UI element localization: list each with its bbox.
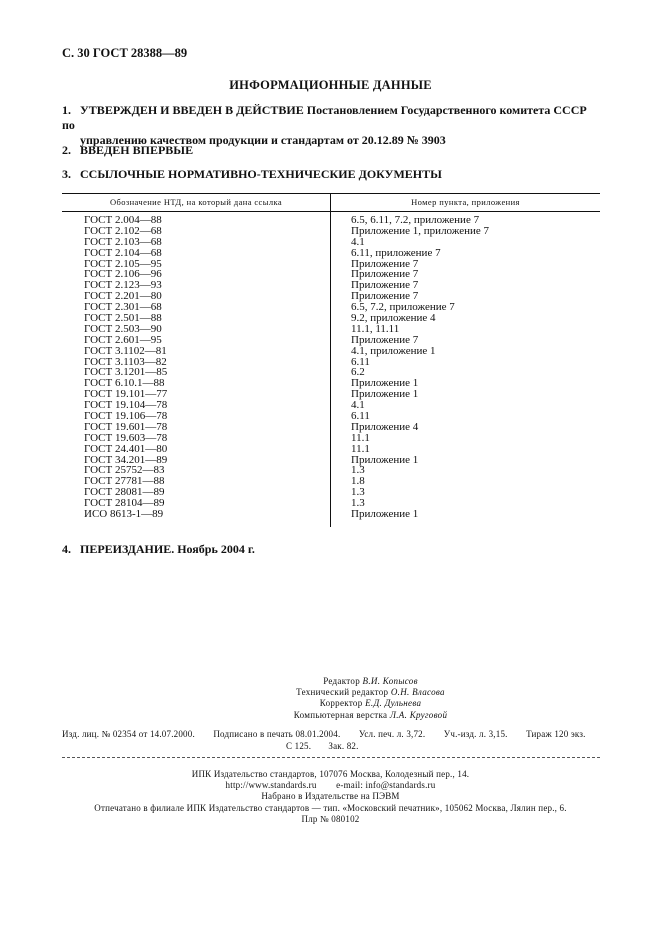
table-cell-clause: 11.1 [351,431,370,444]
table-cell-clause: Приложение 7 [351,268,419,281]
table-cell-clause: 1.8 [351,475,365,488]
order-c: С 125. [286,740,312,751]
table-cell-clause: 11.1 [351,442,370,455]
signed-date: Подписано в печать 08.01.2004. [213,729,341,739]
info-item-reissue [62,542,255,557]
printer-info [0,769,661,825]
typeset-note: Набрано в Издательстве на ПЭВМ [261,791,400,802]
print-sheets: Усл. печ. л. 3,72. [358,729,426,739]
table-column-documents [84,215,167,520]
item-heading: ССЫЛОЧНЫЕ НОРМАТИВНО-ТЕХНИЧЕСКИЕ ДОКУМЕНТЫ [80,167,442,181]
table-cell-document: ГОСТ 28104—89 [84,497,165,510]
table-cell-clause: Приложение 4 [351,420,419,433]
item-number: 3. [62,167,71,181]
dashed-separator [62,757,600,758]
table-cell-clause: 4.1 [351,399,365,412]
table-cell-document: ГОСТ 2.123—93 [84,279,162,292]
publication-info [62,729,602,752]
printed-at: Отпечатано в филиале ИПК Издательство стандартов — тип. «Московский печатник», 105062 Москва, Лялин пер., 6. [94,802,567,813]
table-column-divider [330,193,331,527]
table-cell-clause: Приложение 7 [351,257,419,270]
table-cell-clause: Приложение 1 [351,508,419,521]
item-heading: ВВЕДЕН ВПЕРВЫЕ [80,143,194,157]
table-cell-document: ИСО 8613-1—89 [84,508,164,521]
table-cell-document: ГОСТ 25752—83 [84,464,165,477]
table-cell-document: ГОСТ 19.601—78 [84,420,168,433]
credit-layout: Компьютерная верстка Л.А. Круговой [293,709,448,720]
table-cell-document: ГОСТ 28081—89 [84,486,165,499]
table-header-document: Обозначение НТД, на который дана ссылка [109,197,283,207]
table-cell-document: ГОСТ 2.301—68 [84,301,162,314]
table-cell-document: ГОСТ 19.104—78 [84,399,168,412]
item-heading: ПЕРЕИЗДАНИЕ [80,542,172,556]
item-number: 2. [62,143,71,157]
item-text: . Ноябрь 2004 г. [171,542,255,556]
printer-license: Плр № 080102 [301,813,360,824]
item-heading: УТВЕРЖДЕН И ВВЕДЕН В ДЕЙСТВИЕ [80,103,304,117]
item-number: 1. [62,103,71,117]
print-run: Тираж 120 экз. [526,729,586,739]
table-cell-clause: Приложение 1 [351,377,419,390]
table-cell-document: ГОСТ 19.603—78 [84,431,168,444]
table-cell-clause: 6.11 [351,355,370,368]
table-cell-clause: 6.11, приложение 7 [351,246,441,259]
order-z: Зак. 82. [328,740,359,751]
publisher-email[interactable]: e-mail: info@standards.ru [336,780,436,791]
table-cell-document: ГОСТ 2.503—90 [84,322,162,335]
table-cell-clause: Приложение 7 [351,290,419,303]
table-cell-clause: 1.3 [351,497,365,510]
table-column-clauses [351,215,489,520]
table-cell-document: ГОСТ 27781—88 [84,475,165,488]
pub-sheets: Уч.-изд. л. 3,15. [443,729,508,739]
table-cell-clause: 6.5, 7.2, приложение 7 [351,301,455,314]
table-cell-document: ГОСТ 2.105—95 [84,257,162,270]
table-header-clause: Номер пункта, приложения [411,197,520,207]
table-cell-document: ГОСТ 34.201—89 [84,453,168,466]
table-cell-clause: 6.5, 6.11, 7.2, приложение 7 [351,214,480,226]
info-item-approved [62,103,602,148]
table-cell-clause: 6.11 [351,410,370,423]
publisher-address: ИПК Издательство стандартов, 107076 Москва, Колодезный пер., 14. [191,769,470,779]
editorial-credits [0,676,661,721]
table-cell-document: ГОСТ 19.101—77 [84,388,168,401]
table-cell-clause: 6.2 [351,366,365,379]
table-cell-document: ГОСТ 2.004—88 [84,214,162,226]
table-header-rule [62,211,600,212]
publisher-website[interactable]: http://www.standards.ru [225,780,317,791]
table-cell-clause: 9.2, приложение 4 [351,312,436,325]
page-title: ИНФОРМАЦИОННЫЕ ДАННЫЕ [229,78,432,92]
table-cell-clause: 1.3 [351,486,365,499]
table-cell-document: ГОСТ 3.1201—85 [84,366,168,379]
table-cell-clause: 11.1, 11.11 [351,322,400,335]
table-cell-document: ГОСТ 2.601—95 [84,333,162,346]
table-cell-clause: 4.1 [351,235,365,248]
credit-editor: Редактор В.И. Копысов [323,676,418,686]
table-cell-clause: Приложение 7 [351,279,419,292]
table-cell-clause: 1.3 [351,464,365,477]
item-number: 4. [62,542,71,556]
table-cell-document: ГОСТ 6.10.1—88 [84,377,165,390]
table-cell-document: ГОСТ 2.106—96 [84,268,162,281]
table-top-rule [62,193,600,194]
table-cell-document: ГОСТ 24.401—80 [84,442,168,455]
table-cell-clause: 4.1, приложение 1 [351,344,436,357]
info-item-first-introduced [62,143,193,158]
table-cell-clause: Приложение 1 [351,388,419,401]
table-cell-document: ГОСТ 2.201—80 [84,290,162,303]
table-cell-document: ГОСТ 19.106—78 [84,410,168,423]
table-cell-document: ГОСТ 2.104—68 [84,246,162,259]
table-cell-document: ГОСТ 2.501—88 [84,312,162,325]
credit-tech-editor: Технический редактор О.Н. Власова [296,687,445,698]
publisher-contacts [0,780,661,791]
table-cell-clause: Приложение 1 [351,453,419,466]
credit-proofreader: Корректор Е.Д. Дульнева [319,698,422,709]
table-cell-document: ГОСТ 2.103—68 [84,235,162,248]
license: Изд. лиц. № 02354 от 14.07.2000. [62,729,195,739]
table-cell-document: ГОСТ 2.102—68 [84,224,162,237]
page-header: С. 30 ГОСТ 28388—89 [62,46,188,60]
item-text-continuation: управлению качеством продукции и стандартам от 20.12.89 № 3903 [80,133,446,147]
table-cell-document: ГОСТ 3.1102—81 [84,344,167,357]
table-cell-document: ГОСТ 3.1103—82 [84,355,167,368]
table-cell-clause: Приложение 7 [351,333,419,346]
info-item-references [62,167,442,182]
item-text: Постановлением Государственного комитета СССР по [62,103,587,132]
table-cell-clause: Приложение 1, приложение 7 [351,224,490,237]
